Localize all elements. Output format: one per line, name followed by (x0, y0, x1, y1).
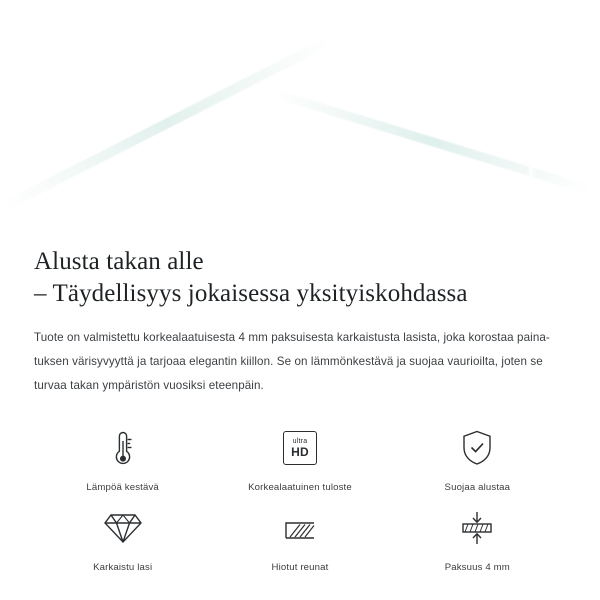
shield-check-icon (459, 425, 495, 471)
page-title (34, 246, 566, 310)
feature-item-thickness (389, 499, 566, 573)
description-paragraph: Tuote on valmistettu korkealaatuisesta 4 mm paksuisesta karkaistusta lasista, joka korostaa paina-tuksen värisyvyyttä ja tarjoaa elegantin kiillon. Se on lämmönkestävä ja suojaa vaurioilta, joten se turvaa takan ympäristön vuosiksi eteenpäin. (34, 331, 550, 392)
thickness-icon (457, 505, 497, 551)
feature-item-polished-edges (211, 499, 388, 573)
feature-grid (34, 419, 566, 573)
glass-panel-right-cut (173, 0, 600, 228)
feature-label: Hiotut reunat (271, 562, 329, 574)
feature-label: Karkaistu lasi (93, 562, 153, 574)
thermometer-icon (108, 425, 138, 471)
feature-item-print-quality (211, 419, 388, 493)
hero-image (0, 0, 600, 228)
feature-label: Korkealaatuinen tuloste (248, 482, 352, 494)
diamond-icon (103, 505, 143, 551)
ultra-hd-badge-top: ultra (292, 438, 308, 446)
feature-item-surface-protection (389, 419, 566, 493)
feature-label: Paksuus 4 mm (444, 562, 510, 574)
feature-item-tempered-glass (34, 499, 211, 573)
feature-label: Lämpöä kestävä (86, 482, 159, 494)
ultra-hd-badge-bottom: HD (291, 444, 309, 459)
content-area (0, 246, 600, 573)
feature-item-heat-resistant (34, 419, 211, 493)
ultra-hd-icon (283, 425, 317, 471)
feature-label: Suojaa alustaa (444, 482, 511, 494)
headline-line-1: Alusta takan alle (34, 248, 204, 275)
headline-line-2: – Täydellisyys jokaisessa yksityiskohdassa (34, 280, 468, 307)
polished-edges-icon (280, 505, 320, 551)
